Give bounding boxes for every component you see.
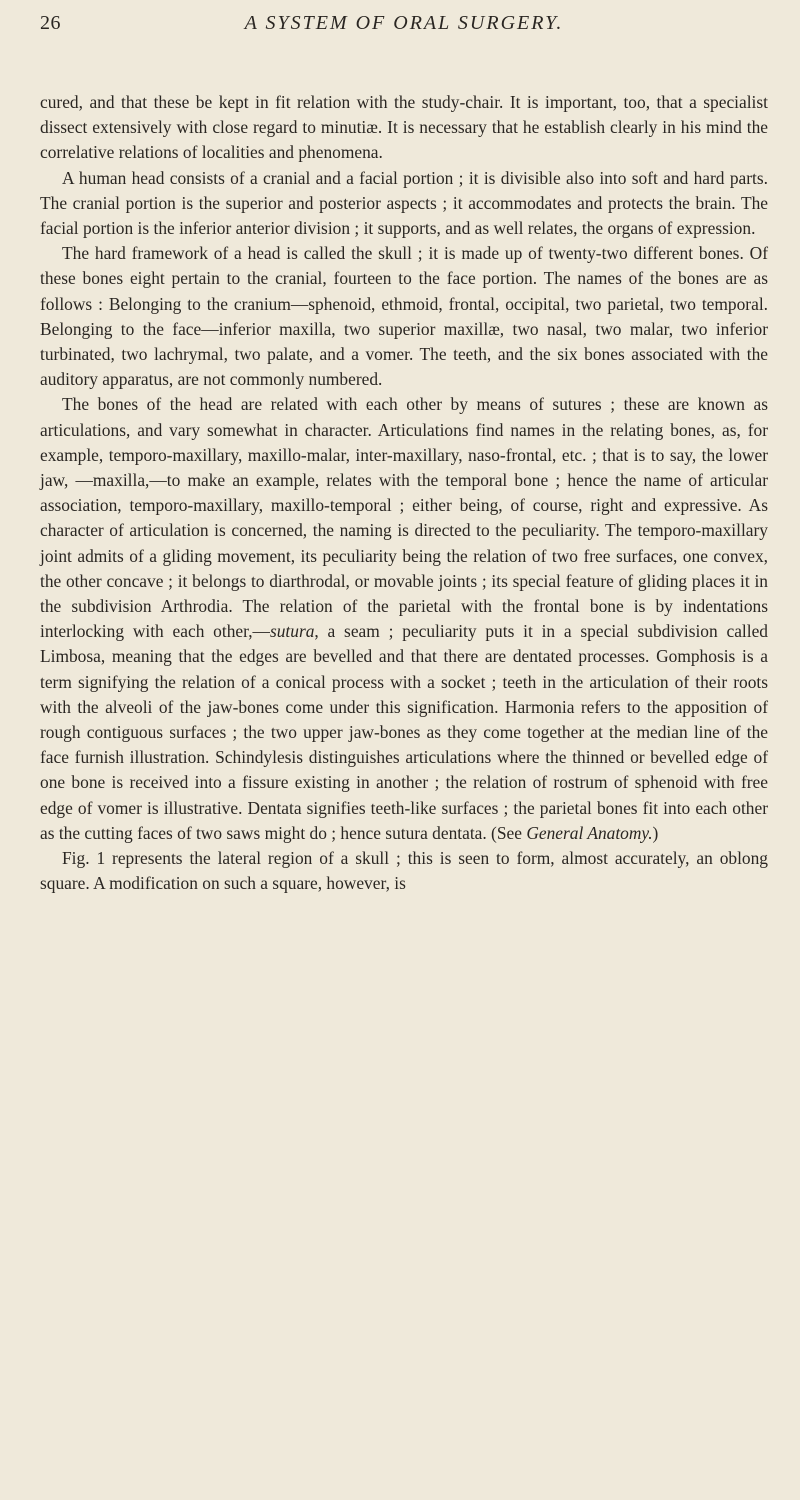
paragraph-text: The bones of the head are related with each other by means of sutures ; these are known as articulations, and vary somewhat in character. Articulations find names in the relating bones, as, for example, temporo-maxillary, maxillo-malar, inter-maxillary, naso-frontal, etc. ; that is to say, the lower jaw, —maxilla,—to make an example, relates with the temporal bone ; hence the name of articular association, temporo-maxillary, maxillo-temporal ; either being, of course, right and expressive. As character of articulation is concerned, the naming is directed to the peculiarity. The temporo-maxillary joint admits of a gliding movement, its peculiarity being the relation of two free surfaces, one convex, the other concave ; it belongs to diarthrodal, or movable joints ; its special feature of gliding places it in the subdivision Arthrodia. The relation of the parietal with the frontal bone is by indentations interlocking with each other,— xyxy=(40,394,768,642)
italic-term-sutura: sutura xyxy=(269,621,315,642)
paragraph-text: cured, and that these be kept in fit relation with the study-chair. It is important, too, that a specialist dissect extensively with close regard to minutiæ. It is necessary that he establish clearly in his mind the correlative relations of localities and phenomena. xyxy=(40,92,768,163)
paragraph-continuation xyxy=(40,90,768,166)
paragraph-fig-1 xyxy=(40,846,768,896)
body-text xyxy=(40,90,768,897)
paragraph-head-portions xyxy=(40,166,768,242)
paragraph-text: Fig. 1 represents the lateral region of a skull ; this is seen to form, almost accurately, an oblong square. A modification on such a square, however, is xyxy=(40,848,768,894)
paragraph-text: The hard framework of a head is called the skull ; it is made up of twenty-two different bones. Of these bones eight pertain to the cranial, fourteen to the face portion. The names of the bones are as follows : Belonging to the cranium—sphenoid, ethmoid, frontal, occipital, two parietal, two temporal. Belonging to the face—inferior maxilla, two superior maxillæ, two nasal, two malar, two inferior turbinated, two lachrymal, two palate, and a vomer. The teeth, and the six bones associated with the auditory apparatus, are not commonly numbered. xyxy=(40,243,768,390)
paragraph-text: A human head consists of a cranial and a facial portion ; it is divisible also into soft and hard parts. The cranial portion is the superior and posterior aspects ; it accommodates and protects the brain. The facial portion is the inferior anterior division ; it supports, and as well relates, the organs of expression. xyxy=(40,167,768,239)
book-page xyxy=(40,12,768,897)
italic-reference-general-anatomy: General Anatomy. xyxy=(526,822,653,843)
paragraph-text: ) xyxy=(652,822,659,843)
running-head xyxy=(40,12,768,46)
page-number: 26 xyxy=(40,12,61,34)
paragraph-text: , a seam ; peculiarity puts it in a special subdivision called Limbosa, meaning that the edges are bevelled and that there are dentated processes. Gomphosis is a term signifying the relation of a conical process with a socket ; teeth in the articulation of their roots with the alveoli of the jaw-bones come under this signification. Harmonia refers to the apposition of rough contiguous surfaces ; the two upper jaw-bones as they come together at the median line of the face furnish illustration. Schindylesis distinguishes articulations where the thinned or bevelled edge of one bone is received into a fissure existing in another ; the relation of rostrum of sphenoid with free edge of vomer is illustrative. Dentata signifies teeth-like surfaces ; the parietal bones fit into each other as the cutting faces of two saws might do ; hence sutura dentata. (See xyxy=(40,621,768,843)
paragraph-skull-bones xyxy=(40,241,768,392)
running-title: A SYSTEM OF ORAL SURGERY. xyxy=(244,12,564,34)
paragraph-sutures xyxy=(40,392,768,846)
